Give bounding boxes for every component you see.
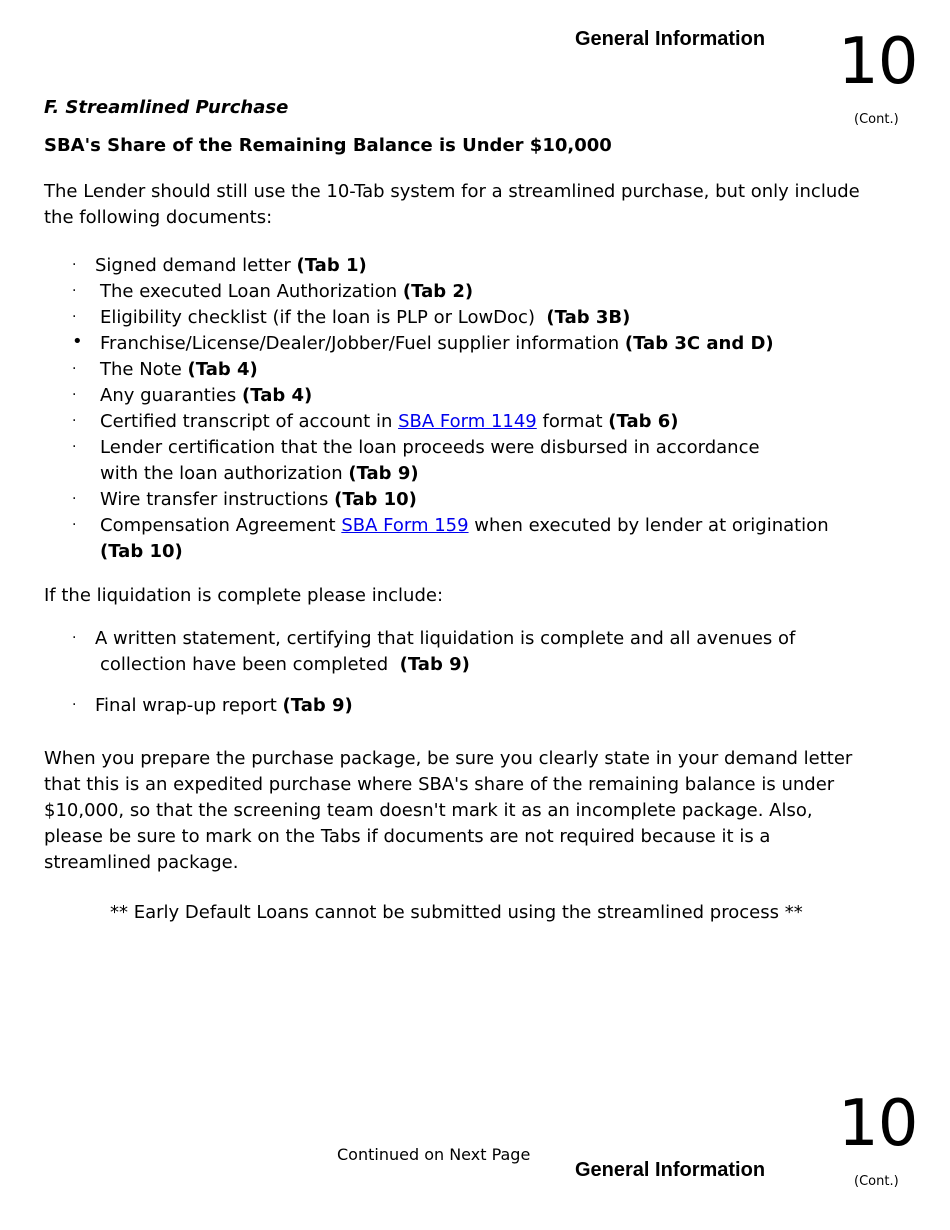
bullet-icon: · [72,283,77,299]
item-text: collection have been completed [100,654,400,675]
item-text: Wire transfer instructions [100,489,335,510]
bullet-icon: · [72,361,77,377]
item-text: Eligibility checklist (if the loan is PLP or LowDoc) [100,307,547,328]
bullet-icon: · [72,630,77,646]
item-text: The Note [100,359,188,380]
chapter-number: 10 [838,25,918,99]
tab-ref: (Tab 9) [348,463,419,484]
list-item [100,487,417,513]
list-item [100,279,473,305]
tab-ref: (Tab 9) [399,654,470,675]
bullet-icon: · [72,697,77,713]
sba-form-159-link[interactable]: SBA Form 159 [341,515,469,536]
tab-ref: (Tab 3C and D) [624,333,774,354]
list-item [100,435,760,487]
intro-paragraph: The Lender should still use the 10-Tab system for a streamlined purchase, but only include the following documents: [44,181,860,228]
list-item [100,357,258,383]
footer-continued-label: (Cont.) [854,1174,899,1189]
continued-label: (Cont.) [854,112,899,127]
item-text: A written statement, certifying that liquidation is complete and all avenues of [95,628,796,649]
sba-form-1149-link[interactable]: SBA Form 1149 [398,411,537,432]
item-text-line2 [95,652,795,678]
list-item [95,253,367,279]
list-item [100,331,774,357]
item-text: Compensation Agreement [100,515,342,536]
item-text: when executed by lender at origination [468,515,829,536]
tab-ref: (Tab 6) [608,411,679,432]
liquidation-intro: If the liquidation is complete please include: [44,585,444,606]
item-text: with the loan authorization [100,463,349,484]
bullet-icon: · [72,387,77,403]
footer-title: General Information [575,1159,766,1181]
section-subtitle: SBA's Share of the Remaining Balance is Under $10,000 [44,135,612,156]
item-text: The executed Loan Authorization [100,281,403,302]
bullet-icon: · [72,309,77,325]
footer-chapter-number: 10 [838,1087,918,1161]
item-text: Lender certification that the loan proceeds were disbursed in accordance [100,437,760,458]
bullet-icon: · [72,439,77,455]
continued-next-page: Continued on Next Page [337,1145,531,1164]
item-text-line2 [100,539,829,565]
bullet-icon: · [72,413,77,429]
item-text-line2 [100,461,760,487]
bullet-icon: · [72,491,77,507]
list-item [100,409,679,435]
item-text: Signed demand letter [95,255,297,276]
header-title: General Information [575,28,766,50]
closing-paragraph: When you prepare the purchase package, be sure you clearly state in your demand letter that this is an expedited purchase where SBA's share of the remaining balance is under $10,000, so that the screening team doesn't mark it as an incomplete package. Also, please be sure to mark on the Tabs if documents are not required because it is a streamlined package. [44,748,853,873]
list-item [100,513,829,565]
list-item [95,626,795,678]
tab-ref: (Tab 1) [296,255,367,276]
item-text: Final wrap-up report [95,695,283,716]
bullet-icon: · [72,517,77,533]
tab-ref: (Tab 9) [282,695,353,716]
tab-ref: (Tab 4) [187,359,258,380]
tab-ref: (Tab 10) [334,489,417,510]
item-text: Any guaranties [100,385,243,406]
tab-ref: (Tab 2) [402,281,474,302]
early-default-note: ** Early Default Loans cannot be submitted using the streamlined process ** [110,902,803,923]
item-text: format [536,411,609,432]
item-text-line1 [100,513,829,539]
item-text: Certified transcript of account in [100,411,399,432]
bullet-icon: · [72,257,77,273]
section-title: F. Streamlined Purchase [44,97,289,118]
list-item [95,693,353,719]
list-item [100,383,312,409]
tab-ref: (Tab 4) [242,385,313,406]
tab-ref: (Tab 10) [100,541,183,562]
list-item [100,305,630,331]
tab-ref: (Tab 3B) [546,307,631,328]
item-text: Franchise/License/Dealer/Jobber/Fuel supplier information [100,333,625,354]
bullet-icon: • [72,331,83,352]
